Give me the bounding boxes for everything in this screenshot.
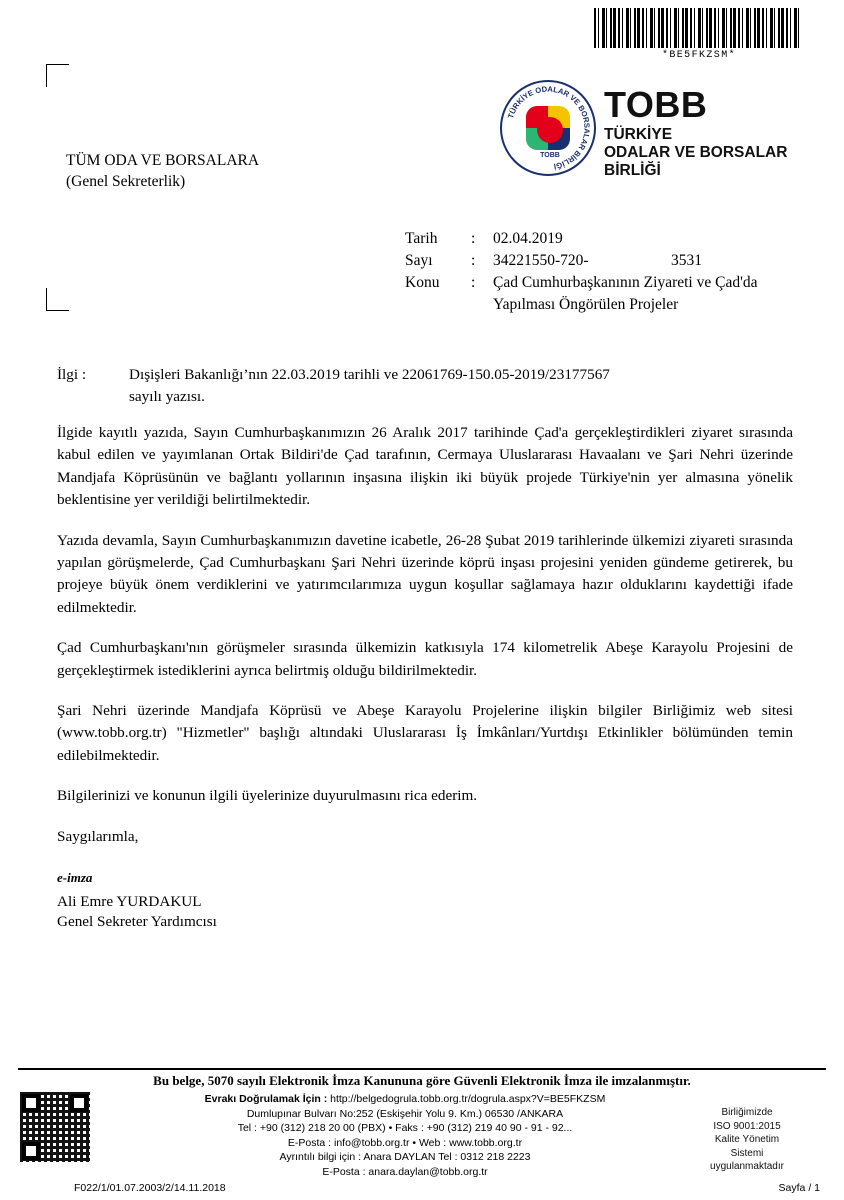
corner-mark-top-left (46, 64, 69, 87)
meta-value-konu-line2: Yapılması Öngörülen Projeler (493, 296, 679, 313)
iso-certification-block (672, 1106, 822, 1174)
reference-label: İlgi : (57, 366, 87, 383)
meta-label-konu: Konu (405, 274, 440, 291)
reference-block (57, 364, 793, 408)
signatory-title: Genel Sekreter Yardımcısı (57, 913, 217, 930)
corner-mark-bottom-left (46, 288, 69, 311)
meta-value-sayi-suffix: 3531 (671, 252, 702, 269)
meta-row-sayi (405, 250, 758, 272)
barcode-block (594, 8, 804, 61)
addressee-block (66, 150, 259, 192)
meta-row-konu-2 (405, 294, 758, 316)
addressee-line-1: TÜM ODA VE BORSALARA (66, 152, 260, 169)
footer-email[interactable]: E-Posta : info@tobb.org.tr • Web : www.tobb.org.tr (287, 1136, 523, 1149)
meta-sep-tarih: : (471, 230, 476, 247)
footer-verify-url[interactable]: http://belgedogrula.tobb.org.tr/dogrula.aspx?V=BE5FKZSM (330, 1093, 606, 1105)
qr-finder-top-left (22, 1094, 40, 1112)
barcode-text: *BE5FKZSM* (661, 50, 736, 61)
footer-divider (18, 1068, 826, 1070)
meta-label-tarih: Tarih (405, 230, 438, 247)
meta-value-sayi: 34221550-720- (493, 252, 589, 269)
reference-line-1: Dışişleri Bakanlığı’nın 22.03.2019 tarihli ve 22061769-150.05-2019/23177567 (129, 366, 610, 383)
barcode-image (594, 8, 802, 48)
qr-code-markers (20, 1092, 90, 1162)
page-number: Sayfa / 1 (778, 1182, 820, 1194)
logo-acronym: TOBB (604, 84, 708, 125)
signatory-name: Ali Emre YURDAKUL (57, 893, 202, 910)
meta-row-tarih (405, 228, 758, 250)
body-paragraph-1: İlgide kayıtlı yazıda, Sayın Cumhurbaşkanımızın 26 Aralık 2017 tarihinde Çad'a gerçekleştirdikleri ziyaret sırasında kabul edilen ve yayımlanan Ortak Bildiri'de Çad tarafının, Cermaya Uluslararası Havaalanı ve Şari Nehri üzerinde Mandjafa Köprüsünün ve bağlantı yollarının inşasına ilişkin iki büyük projede Türkiye'nin yer almasına yönelik beklentisine yer verildiği belirtilmektedir. (57, 424, 793, 509)
document-form-id: F022/1/01.07.2003/2/14.11.2018 (74, 1182, 226, 1194)
qr-finder-bottom-left (22, 1142, 40, 1160)
footer-detail: Ayrıntılı bilgi için : Anara DAYLAN Tel : 0312 218 2223 (279, 1151, 531, 1163)
footer-legal-note: Bu belge, 5070 sayılı Elektronik İmza Kanununa göre Güvenli Elektronik İmza ile imzalanmıştır. (153, 1073, 691, 1088)
meta-sep-konu: : (471, 274, 476, 291)
iso-line-3: Kalite Yönetim (714, 1134, 780, 1145)
meta-sep-sayi: : (471, 252, 476, 269)
iso-line-4: Sistemi (730, 1147, 764, 1159)
emblem-center-dot (537, 117, 563, 143)
qr-finder-top-right (70, 1094, 88, 1112)
e-signature-mark: e-imza (57, 870, 93, 885)
iso-line-2: ISO 9001:2015 (713, 1120, 781, 1132)
footer-verify-label: Evrakı Doğrulamak İçin : (204, 1093, 328, 1105)
logo-line-1: TÜRKİYE (604, 126, 673, 143)
iso-line-1: Birliğimizde (721, 1107, 773, 1118)
body-paragraph-3: Çad Cumhurbaşkanı'nın görüşmeler sırasında ülkemizin katkısıyla 174 kilometrelik Abeşe Karayolu Projesini de gerçekleştirmek istediklerini ayrıca belirtmiş olduğu bildirilmektedir. (57, 639, 793, 679)
logo-name-lines (604, 126, 787, 180)
signature-block (57, 868, 217, 932)
tobb-logo (500, 78, 800, 203)
meta-label-sayi: Sayı (405, 252, 433, 269)
meta-row-konu (405, 272, 758, 294)
logo-line-3: BİRLİĞİ (604, 162, 661, 179)
svg-text:TÜRKİYE ODALAR VE BORSALAR BİR: TÜRKİYE ODALAR VE BORSALAR BİRLİĞİ (505, 84, 592, 171)
body-paragraph-5: Bilgilerinizi ve konunun ilgili üyelerinize duyurulmasını rica ederim. (57, 787, 478, 805)
meta-value-konu: Çad Cumhurbaşkanının Ziyareti ve Çad'da (493, 274, 758, 291)
emblem-label: TOBB (540, 152, 560, 159)
logo-line-2: ODALAR VE BORSALAR (604, 144, 788, 161)
meta-table (405, 228, 758, 316)
meta-value-tarih: 02.04.2019 (493, 230, 563, 247)
footer-phone: Tel : +90 (312) 218 20 00 (PBX) • Faks : +90 (312) 219 40 90 - 91 - 92... (237, 1122, 573, 1134)
footer-detail-email[interactable]: E-Posta : anara.daylan@tobb.org.tr (322, 1165, 488, 1178)
document-meta (405, 228, 758, 316)
addressee-line-2: (Genel Sekreterlik) (66, 173, 186, 190)
iso-line-5: uygulanmaktadır (710, 1161, 784, 1172)
body-paragraph-2: Yazıda devamla, Sayın Cumhurbaşkanımızın davetine icabetle, 26-28 Şubat 2019 tarihlerinde ülkemizi ziyareti sırasında yapılan görüşmelerde, Çad Cumhurbaşkanı Şari Nehri üzerinde köprü inşası projesini yeniden gündeme getirerek, bu projeye büyük önem verdiklerini ve yatırımcılarımıza uygun koşullar sağlamaya hazır olduklarını kaydettiği ifade edilmektedir. (57, 531, 793, 616)
footer-verify-line (140, 1092, 670, 1107)
body-paragraph-4: Şari Nehri üzerinde Mandjafa Köprüsü ve Abeşe Karayolu Projelerine ilişkin bilgiler Birliğimiz web sitesi (www.tobb.org.tr) "Hizmetler" başlığı altındaki Uluslararası İş İmkânları/Yurtdışı Etkinlikler bölümünden temin edilebilmektedir. (57, 702, 793, 764)
body-closing: Saygılarımla, (57, 827, 139, 845)
reference-line-2: sayılı yazısı. (129, 388, 205, 405)
footer-address: Dumlupınar Bulvarı No:252 (Eskişehir Yolu 9. Km.) 06530 /ANKARA (246, 1107, 564, 1120)
letter-body (57, 422, 793, 866)
tobb-emblem-icon (500, 80, 596, 176)
footer-contact-block (140, 1092, 670, 1179)
